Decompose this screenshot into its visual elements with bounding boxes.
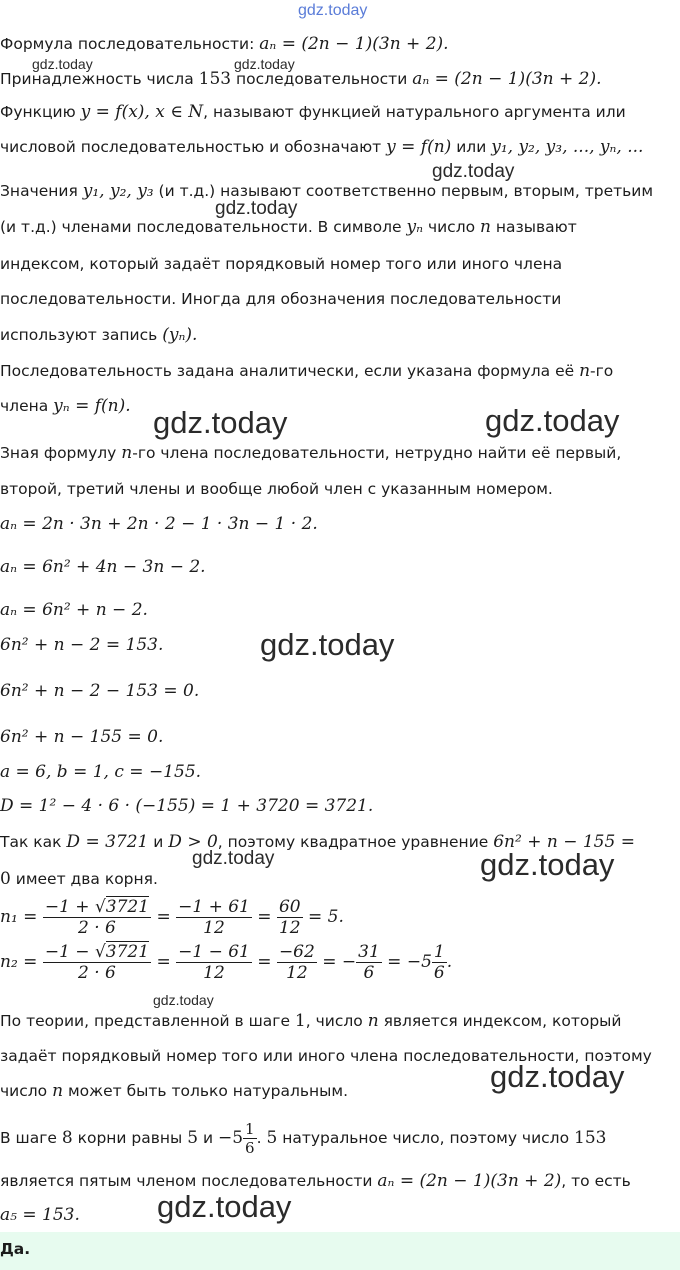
numerator: −1 + 61 xyxy=(178,897,250,917)
answer-box xyxy=(0,1232,680,1270)
equation: aₙ = 6n² + 4n − 3n − 2. xyxy=(0,557,206,577)
formula: a₅ = 153. xyxy=(0,1205,80,1225)
text: и xyxy=(198,1129,218,1147)
denominator: 12 xyxy=(278,918,301,938)
root-1: n₁ = $\frac{-1 + √3721}{2 \cdot 6}$ = $\frac{-1 + 61}{12}$ = $\frac{60}{12}$ = 5. xyxy=(0,897,344,938)
watermark: gdz.today xyxy=(32,56,93,72)
denominator: 12 xyxy=(203,963,225,983)
theory-line xyxy=(0,361,613,381)
formula: aₙ = (2n − 1)(3n + 2) xyxy=(377,1171,562,1191)
conclusion-line xyxy=(0,1171,631,1191)
numerator: 1 xyxy=(433,942,445,962)
numerator: 1 xyxy=(245,1120,255,1138)
text: Принадлежность числа xyxy=(0,70,199,88)
formula: aₙ = (2n − 1)(3n + 2). xyxy=(412,69,602,89)
number: 5 xyxy=(187,1128,199,1148)
formula-statement xyxy=(0,34,449,54)
text: -го члена последовательности, нетрудно найти её первый, xyxy=(132,444,622,462)
text: −1 − xyxy=(44,942,95,962)
discriminant-statement xyxy=(0,832,635,852)
theory-line: последовательности. Иногда для обозначения последовательности xyxy=(0,290,562,308)
fraction xyxy=(277,897,303,938)
text: число xyxy=(0,1082,53,1100)
theory-line xyxy=(0,102,626,122)
sqrt-sign: √ xyxy=(94,942,106,962)
root-2: n₂ = $\frac{-1 - √3721}{2 \cdot 6}$ = $\frac{-1 - 61}{12}$ = $\frac{-62}{12}$ = − $\frac{31}{6}$ = −5 $\frac{1}{6}$ . xyxy=(0,942,453,983)
formula: n xyxy=(480,217,491,237)
equation: aₙ = 6n² + n − 2. xyxy=(0,600,148,620)
text: может быть только натуральным. xyxy=(63,1082,349,1100)
formula: n xyxy=(579,361,591,381)
equation: D = 1² − 4 · 6 · (−155) = 1 + 3720 = 3721. xyxy=(0,796,374,816)
equation: a = 6, b = 1, c = −155. xyxy=(0,762,202,782)
formula: aₙ = (2n − 1)(3n + 2). xyxy=(259,34,449,54)
fraction xyxy=(432,942,447,983)
numerator: 31 xyxy=(358,942,380,962)
watermark: gdz.today xyxy=(490,1059,625,1094)
conclusion-line xyxy=(0,1205,80,1225)
numerator xyxy=(43,897,151,918)
root-lhs: n₂ = xyxy=(0,952,38,972)
text: В шаге xyxy=(0,1129,62,1147)
sqrt-value: 3721 xyxy=(105,942,150,962)
fraction xyxy=(243,1120,257,1157)
numerator: −62 xyxy=(278,942,315,962)
text: Функцию xyxy=(0,103,81,121)
formula: y = f(x), x ∈ N xyxy=(80,102,204,122)
text: и xyxy=(148,833,169,851)
denominator: 2 · 6 xyxy=(78,918,116,938)
watermark: gdz.today xyxy=(153,405,288,440)
equation: 6n² + n − 2 = 153. xyxy=(0,635,164,655)
fraction xyxy=(176,942,252,983)
text: имеет два корня. xyxy=(10,870,158,888)
conclusion-line xyxy=(0,1081,348,1101)
theory-line xyxy=(0,217,577,237)
text: , поэтому квадратное уравнение xyxy=(217,833,494,851)
denominator: 6 xyxy=(433,963,445,983)
text: натуральное число, поэтому число xyxy=(277,1129,574,1147)
denominator: 12 xyxy=(286,963,308,983)
text: последовательности xyxy=(231,70,413,88)
text: Зная формулу xyxy=(0,444,122,462)
formula: yₙ xyxy=(406,217,424,237)
text: является пятым членом последовательности xyxy=(0,1172,378,1190)
formula: y₁, y₂, y₃, ..., yₙ, ... xyxy=(491,137,644,157)
text: . xyxy=(256,1129,267,1147)
text: или xyxy=(451,138,492,156)
fraction xyxy=(43,942,151,983)
sqrt-value: 3721 xyxy=(105,897,150,917)
result: = 5. xyxy=(307,907,344,927)
watermark: gdz.today xyxy=(153,992,214,1008)
watermark-top: gdz.today xyxy=(298,2,368,19)
formula: 0 xyxy=(0,869,11,889)
numerator xyxy=(43,942,151,963)
formula: n xyxy=(52,1081,64,1101)
text: , называют функцией натурального аргумента или xyxy=(203,103,626,121)
text: числовой последовательностью и обозначают xyxy=(0,138,387,156)
root-lhs: n₁ = xyxy=(0,907,38,927)
formula: n xyxy=(121,443,133,463)
watermark: gdz.today xyxy=(432,161,515,182)
conclusion-line: задаёт порядковый номер того или иного члена последовательности, поэтому xyxy=(0,1047,652,1065)
theory-line xyxy=(0,325,197,345)
theory-line xyxy=(0,396,131,416)
number: 153 xyxy=(198,69,232,89)
text: Так как xyxy=(0,833,67,851)
watermark: gdz.today xyxy=(215,198,298,219)
denominator: 6 xyxy=(245,1139,255,1157)
text: −1 + xyxy=(44,897,95,917)
text: -го xyxy=(590,362,614,380)
watermark: gdz.today xyxy=(192,848,275,869)
formula: yₙ = f(n). xyxy=(53,396,131,416)
answer-text: Да. xyxy=(0,1240,31,1258)
theory-line: второй, третий члены и вообще любой член с указанным номером. xyxy=(0,480,553,498)
theory-line xyxy=(0,181,653,201)
fraction xyxy=(356,942,382,983)
number: −5 xyxy=(217,1128,244,1148)
denominator: 2 · 6 xyxy=(78,963,116,983)
watermark: gdz.today xyxy=(234,56,295,72)
watermark: gdz.today xyxy=(260,627,395,662)
text: члена xyxy=(0,397,54,415)
membership-statement xyxy=(0,69,602,89)
text: , число xyxy=(305,1012,368,1030)
numerator: −1 − 61 xyxy=(178,942,250,962)
text: Значения xyxy=(0,182,83,200)
denominator: 6 xyxy=(363,963,375,983)
formula: D = 3721 xyxy=(66,832,149,852)
equation: 6n² + n − 2 − 153 = 0. xyxy=(0,681,200,701)
text: (и т.д.) членами последовательности. В символе xyxy=(0,218,407,236)
formula: y = f(n) xyxy=(386,137,452,157)
equation: aₙ = 2n · 3n + 2n · 2 − 1 · 3n − 1 · 2. xyxy=(0,514,318,534)
text: называют xyxy=(490,218,577,236)
number: 8 xyxy=(61,1128,73,1148)
text: По теории, представленной в шаге xyxy=(0,1012,295,1030)
fraction xyxy=(277,942,317,983)
text: число xyxy=(423,218,481,236)
watermark: gdz.today xyxy=(485,403,620,438)
fraction xyxy=(176,897,252,938)
text: , то есть xyxy=(561,1172,631,1190)
number: 5 xyxy=(266,1128,278,1148)
text: Последовательность задана аналитически, если указана формула её xyxy=(0,362,580,380)
denominator: 12 xyxy=(203,918,225,938)
theory-line: индексом, который задаёт порядковый номер того или иного члена xyxy=(0,255,563,273)
formula: 6n² + n − 155 = xyxy=(493,832,635,852)
formula: D > 0 xyxy=(168,832,218,852)
watermark: gdz.today xyxy=(157,1189,292,1224)
conclusion-line xyxy=(0,1120,606,1157)
period: . xyxy=(446,952,453,972)
number: 1 xyxy=(294,1011,306,1031)
whole-part: = −5 xyxy=(387,952,432,972)
formula: n xyxy=(367,1011,379,1031)
equation: 6n² + n − 155 = 0. xyxy=(0,727,164,747)
numerator: 60 xyxy=(278,897,301,917)
formula: (yₙ). xyxy=(162,325,198,345)
label: Формула последовательности: xyxy=(0,35,260,53)
text: используют запись xyxy=(0,326,163,344)
formula: y₁, y₂, y₃ xyxy=(82,181,154,201)
text: является индексом, который xyxy=(378,1012,622,1030)
sqrt-sign: √ xyxy=(94,897,106,917)
fraction xyxy=(43,897,151,938)
number: 153 xyxy=(574,1128,607,1148)
text: корни равны xyxy=(72,1129,188,1147)
theory-line xyxy=(0,443,621,463)
text: (и т.д.) называют соответственно первым, вторым, третьим xyxy=(153,182,654,200)
discriminant-statement xyxy=(0,869,158,889)
watermark: gdz.today xyxy=(480,847,615,882)
theory-line xyxy=(0,137,643,157)
conclusion-line xyxy=(0,1011,621,1031)
